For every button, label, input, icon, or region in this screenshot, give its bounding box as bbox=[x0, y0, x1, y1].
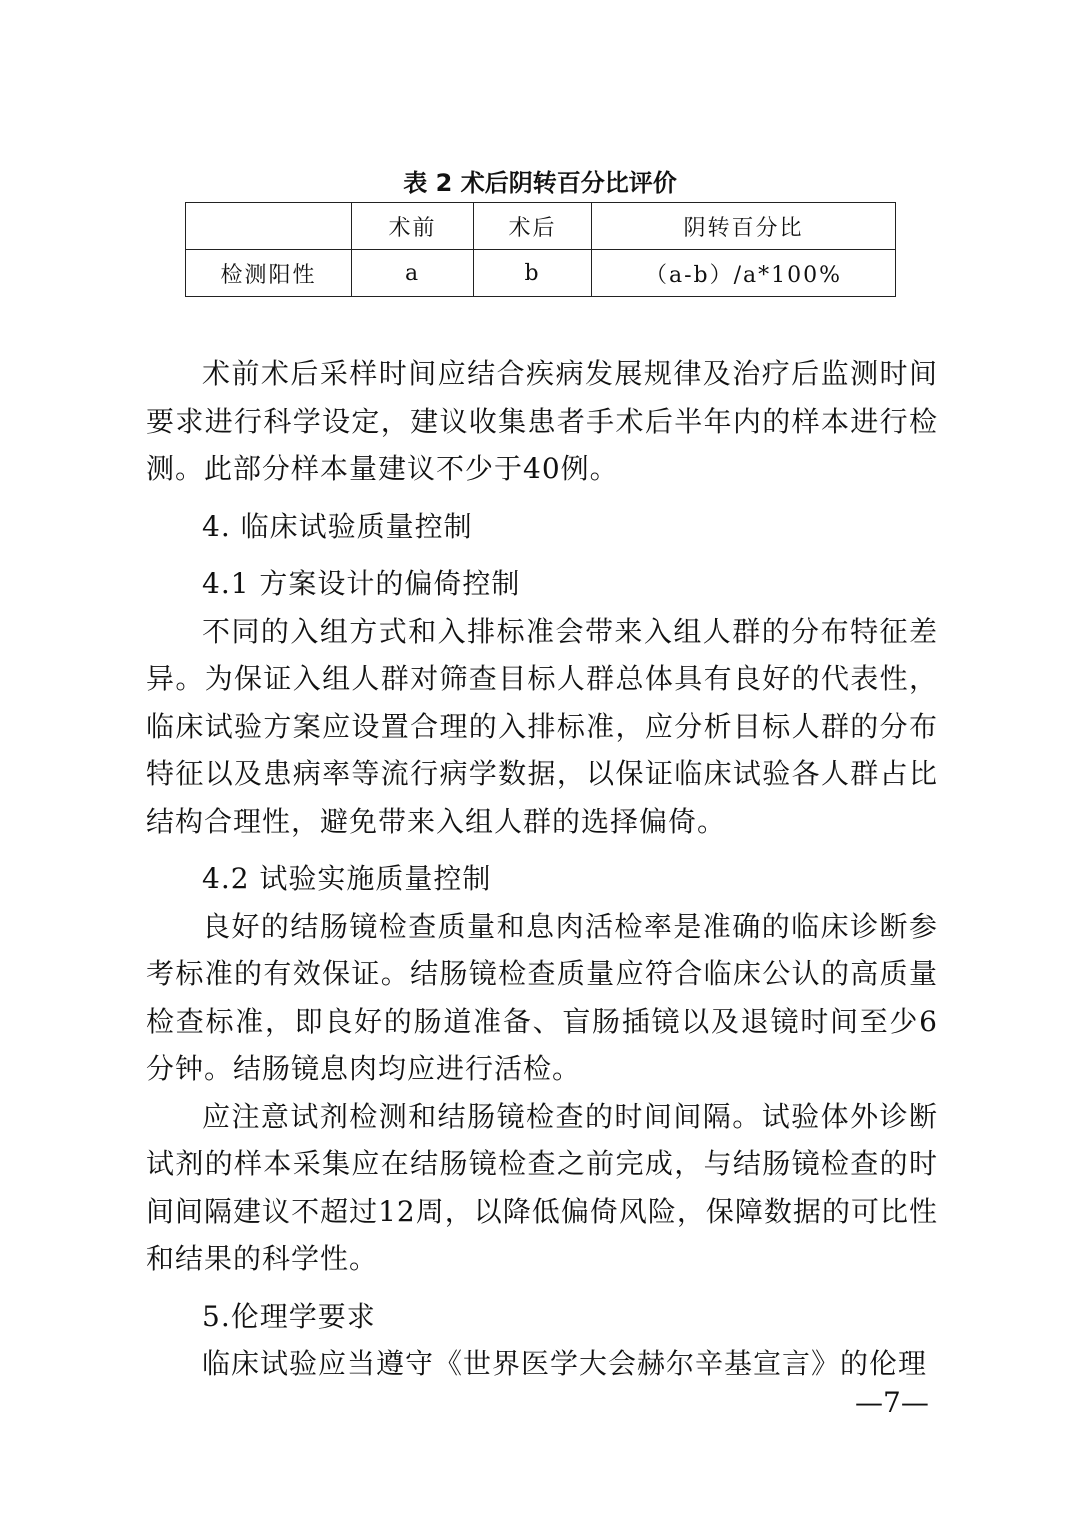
table-cell: （a-b）/a*100% bbox=[592, 250, 896, 297]
table-cell: 检测阳性 bbox=[186, 250, 352, 297]
table-header-cell: 术后 bbox=[474, 203, 592, 250]
table-title: 表 2 术后阴转百分比评价 bbox=[403, 169, 677, 197]
paragraph: 应注意试剂检测和结肠镜检查的时间间隔。试验体外诊断试剂的样本采集应在结肠镜检查之前完成，与结肠镜检查的时间间隔建议不超过12周，以降低偏倚风险，保障数据的可比性和结果的科学性。 bbox=[146, 1099, 938, 1275]
section-heading: 5.伦理学要求 bbox=[202, 1299, 376, 1333]
table-header-row bbox=[186, 203, 896, 250]
table-header-cell: 术前 bbox=[352, 203, 474, 250]
table-cell: a bbox=[352, 250, 474, 297]
table-header-cell bbox=[186, 203, 352, 250]
section-heading: 4.2 试验实施质量控制 bbox=[202, 862, 492, 895]
section-heading: 4.1 方案设计的偏倚控制 bbox=[202, 567, 521, 600]
table-cell: b bbox=[474, 250, 592, 297]
paragraph: 临床试验应当遵守《世界医学大会赫尔辛基宣言》的伦理 bbox=[202, 1347, 928, 1380]
table-header-cell: 阴转百分比 bbox=[592, 203, 896, 250]
paragraph: 不同的入组方式和入排标准会带来入组人群的分布特征差异。为保证入组人群对筛查目标人群总体具有良好的代表性，临床试验方案应设置合理的入排标准，应分析目标人群的分布特征以及患病率等流行病学数据，以保证临床试验各人群占比结构合理性，避免带来入组人群的选择偏倚。 bbox=[146, 614, 938, 838]
body-text bbox=[146, 350, 938, 1388]
page-number: —7— bbox=[855, 1386, 929, 1419]
evaluation-table bbox=[185, 202, 896, 297]
paragraph: 良好的结肠镜检查质量和息肉活检率是准确的临床诊断参考标准的有效保证。结肠镜检查质量应符合临床公认的高质量检查标准，即良好的肠道准备、盲肠插镜以及退镜时间至少6分钟。结肠镜息肉均应进行活检。 bbox=[146, 909, 938, 1085]
table-row bbox=[186, 250, 896, 297]
paragraph: 术前术后采样时间应结合疾病发展规律及治疗后监测时间要求进行科学设定，建议收集患者手术后半年内的样本进行检测。此部分样本量建议不少于40例。 bbox=[146, 357, 938, 485]
section-heading: 4. 临床试验质量控制 bbox=[202, 509, 473, 543]
